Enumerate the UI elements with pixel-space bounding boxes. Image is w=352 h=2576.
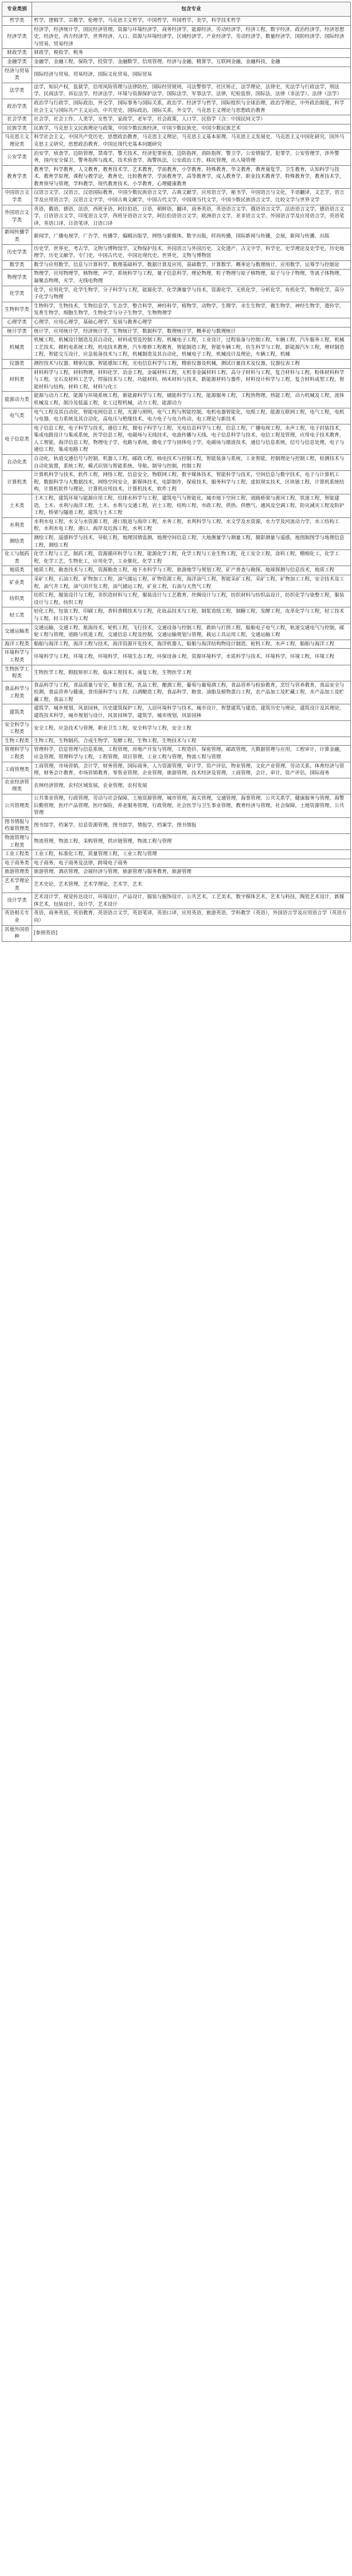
table-row bbox=[2, 165, 351, 189]
majors-cell: 图书馆学，档案学，信息资源管理，图书馆学，情报学，档案学，图书情报 bbox=[32, 817, 351, 833]
table-row bbox=[2, 228, 351, 244]
category-cell: 政治学类 bbox=[2, 99, 32, 115]
table-row bbox=[2, 575, 351, 591]
majors-cell: 国际经济与贸易，贸易经济，国际文化贸易，国际贸易 bbox=[32, 67, 351, 83]
category-cell: 公共管理类 bbox=[2, 794, 32, 818]
table-row bbox=[2, 817, 351, 833]
table-row bbox=[2, 778, 351, 794]
category-cell: 农业经济管理类 bbox=[2, 778, 32, 794]
majors-cell: 材料科学与工程，材料物理，材料化学，冶金工程，金属材料工程，无机非金属材料工程，高分子材料与工程，复合材料与工程，粉体材料科学与工程，宝石及材料工艺学，焊接技术与工程，功能材料，纳米材料与技术，新能源材料与器件，材料设计科学与工程，复合材料成型工程，智能材料与结构，材料工程，材料与化工 bbox=[32, 368, 351, 392]
table-row bbox=[2, 859, 351, 868]
majors-cell: 物理学，应用物理学，核物理，声学，系统科学与工程，量子信息科学，理论物理，粒子物理与原子核物理，原子与分子物理，等离子体物理，凝聚态物理，光学，无线电物理 bbox=[32, 270, 351, 286]
table-row bbox=[2, 746, 351, 762]
category-cell: 教育学类 bbox=[2, 165, 32, 189]
table-row bbox=[2, 99, 351, 115]
category-cell: 生物工程类 bbox=[2, 736, 32, 746]
category-cell: 食品科学与工程类 bbox=[2, 681, 32, 704]
category-cell: 设计学类 bbox=[2, 893, 32, 909]
category-cell: 机械类 bbox=[2, 336, 32, 360]
table-row bbox=[2, 327, 351, 336]
table-row bbox=[2, 833, 351, 849]
table-body bbox=[2, 17, 351, 942]
majors-cell: 工商管理，市场营销，会计学，财务管理，国际商务，人力资源管理，审计学，资产评估，物业管理，文化产业管理，劳动关系，体育经济与管理，财务会计教育，市场营销教育，零售业管理，企业管理，旅游管理，技术经济及管理，工商管理，会计，审计，资产评估，国际商务 bbox=[32, 762, 351, 778]
table-row bbox=[2, 244, 351, 260]
category-cell: 安全科学与工程类 bbox=[2, 720, 32, 736]
category-cell: 水利类 bbox=[2, 517, 32, 533]
majors-cell: 统计学，应用统计学，经济统计学，生物统计学，数据科学，数理统计学，概率论与数理统计 bbox=[32, 327, 351, 336]
table-row bbox=[2, 368, 351, 392]
majors-cell: 化学，应用化学，化学生物学，分子科学与工程，能源化学，化学测量学与技术，资源化学，无机化学，分析化学，有机化学，物理化学，高分子化学与物理 bbox=[32, 286, 351, 302]
table-row bbox=[2, 868, 351, 877]
majors-cell: 汉语言文学，汉语言，汉语国际教育，中国少数民族语言文学，古典文献学，应用语言学，秘书学，中国语言与文化，手语翻译，文艺学，语言学及应用语言学，汉语言文字学，中国古典文献学，中国古代文学，中国现当代文学，中国少数民族语言文学，比较文学与世界文学 bbox=[32, 189, 351, 205]
majors-cell: 英语，商务英语，英语教育，英语语言文学，英语笔译，英语口译，应用英语，旅游英语，学科教学（英语），外国语言学及应用语言学（英语方向） bbox=[32, 909, 351, 925]
category-cell: 材料类 bbox=[2, 368, 32, 392]
category-cell: 海洋工程类 bbox=[2, 640, 32, 649]
majors-cell: 计算机科学与技术，软件工程，网络工程，信息安全，物联网工程，数字媒体技术，智能科学与技术，空间信息与数字技术，电子与计算机工程，数据科学与大数据技术，网络空间安全，新媒体技术，电影制作，保密技术，服务科学与工程，虚拟现实技术，区块链工程，计算机系统结构，计算机软件与理论，计算机应用技术，计算机技术，软件工程 bbox=[32, 471, 351, 494]
category-cell: 能源动力类 bbox=[2, 392, 32, 408]
majors-cell: 电气工程及其自动化，智能电网信息工程，光源与照明，电气工程与智能控制，电机电器智能化，电缆工程，能源互联网工程，电气工程，电机与电器，电力系统及其自动化，高电压与绝缘技术，电力电子与电力传动，电工理论与新技术 bbox=[32, 408, 351, 424]
table-row bbox=[2, 534, 351, 550]
majors-cell: 采矿工程，石油工程，矿物加工工程，油气储运工程，矿物资源工程，海洋油气工程，智能采矿工程，采矿工程，矿物加工工程，安全技术及工程，油气井工程，油气田开发工程，油气储运工程，矿业工程，石油与天然气工程 bbox=[32, 575, 351, 591]
table-row bbox=[2, 494, 351, 518]
table-row bbox=[2, 336, 351, 360]
category-cell: 环境科学与工程类 bbox=[2, 649, 32, 665]
table-row bbox=[2, 189, 351, 205]
majors-cell: 哲学，逻辑学，宗教学，伦理学，马克思主义哲学，中国哲学，外国哲学，美学，科学技术哲学 bbox=[32, 17, 351, 26]
category-cell: 物理学类 bbox=[2, 270, 32, 286]
table-row bbox=[2, 302, 351, 318]
category-cell: 英语相关专业 bbox=[2, 909, 32, 925]
category-cell: 旅游管理类 bbox=[2, 868, 32, 877]
majors-cell: 公共事业管理，行政管理，劳动与社会保障，土地资源管理，城市管理，海关管理，交通管理，海事管理，公共关系学，健康服务与管理，海警后勤管理，医疗产品管理，医疗保险，养老服务管理，行政管理，社会医学与卫生事业管理，教育经济与管理，社会保障，土地资源管理，公共管理 bbox=[32, 794, 351, 818]
majors-cell: 科学社会主义，中国共产党历史，思想政治教育，马克思主义理论，马克思主义基本原理，马克思主义发展史，马克思主义中国化研究，国外马克思主义研究，思想政治教育，中国近现代史基本问题研究 bbox=[32, 133, 351, 149]
majors-cell: 社会学，社会工作，人类学，女性学，家政学，老年学，社会政策，人口学，民俗学（含：中国民间文学） bbox=[32, 115, 351, 124]
category-cell: 数学类 bbox=[2, 260, 32, 270]
category-cell: 马克思主义理论类 bbox=[2, 133, 32, 149]
majors-cell: 经济学，经济统计学，国民经济管理，资源与环境经济学，商务经济学，能源经济，劳动经济学，经济工程，数字经济，政治经济学，经济思想史，经济史，西方经济学，世界经济，人口、资源与环境经济学，区域经济学，产业经济学，劳动经济学，数量经济学，国防经济学，国际经济与贸易，贸易经济 bbox=[32, 25, 351, 49]
table-row bbox=[2, 762, 351, 778]
table-row bbox=[2, 270, 351, 286]
majors-cell: 电子信息工程，电子科学与技术，通信工程，微电子科学与工程，光电信息科学与工程，信息工程，广播电视工程，水声工程，电子封装技术，集成电路设计与集成系统，医学信息工程，电磁场与无线技术，电波传播与天线，电子信息科学与技术，电信工程及管理，应用电子技术教育，人工智能，海洋信息工程，物理电子学，电路与系统，微电子学与固体电子学，电磁场与微波技术，通信与信息系统，信号与信息处理，电子与通信工程，集成电路工程 bbox=[32, 424, 351, 454]
table-row bbox=[2, 925, 351, 941]
table-row bbox=[2, 893, 351, 909]
majors-cell: 安全工程，应急技术与管理，职业卫生工程，安全科学与工程，安全工程 bbox=[32, 720, 351, 736]
table-row bbox=[2, 736, 351, 746]
majors-cell: 生物工程，生物制药，合成生物学，发酵工程，生物工程，生物技术与工程 bbox=[32, 736, 351, 746]
category-cell: 土木类 bbox=[2, 494, 32, 518]
category-cell: 历史学类 bbox=[2, 244, 32, 260]
header-category: 专业类别 bbox=[2, 2, 32, 17]
category-cell: 公安学类 bbox=[2, 149, 32, 165]
table-row bbox=[2, 850, 351, 859]
majors-cell: 金融学，金融工程，保险学，投资学，金融数学，信用管理，经济与金融，精算学，互联网金融，金融科技，金融 bbox=[32, 57, 351, 67]
majors-cell: 化学工程与工艺，制药工程，资源循环科学与工程，能源化学工程，化学工程与工业生物工程，化工安全工程，涂料工程，精细化工，化学工程，化学工艺，生物化工，应用化学，工业催化，化学工程 bbox=[32, 550, 351, 566]
category-cell: 生物医学工程类 bbox=[2, 665, 32, 681]
majors-cell: 水利水电工程，水文与水资源工程，港口航道与海岸工程，水务工程，水利科学与工程，水文学及水资源，水力学及河流动力学，水工结构工程，水利水电工程，港口、海岸及近海工程，水利工程 bbox=[32, 517, 351, 533]
category-cell: 测绘类 bbox=[2, 534, 32, 550]
majors-cell: 生物医学工程，假肢矫形工程，临床工程技术，康复工程，生物医学工程 bbox=[32, 665, 351, 681]
table-row bbox=[2, 57, 351, 67]
category-cell: 金融学类 bbox=[2, 57, 32, 67]
category-cell: 计算机类 bbox=[2, 471, 32, 494]
majors-cell: 电子商务，电子商务及法律，跨境电子商务 bbox=[32, 859, 351, 868]
majors-cell: 艺术史论，艺术管理，艺术学理论，艺术学，艺术 bbox=[32, 876, 351, 893]
category-cell: 新闻传播学类 bbox=[2, 228, 32, 244]
table-header-row bbox=[2, 2, 351, 17]
category-cell: 外国语言文学类 bbox=[2, 205, 32, 228]
table-row bbox=[2, 665, 351, 681]
majors-cell: 新闻学，广播电视学，广告学，传播学，编辑出版学，网络与新媒体，数字出版，时尚传播，国际新闻与传播，会展，新闻与传播，出版 bbox=[32, 228, 351, 244]
majors-cell: 财政学，税收学，税务 bbox=[32, 49, 351, 58]
majors-cell: 治安学，侦查学，边防管理，禁毒学，警犬技术，经济犯罪侦查，边防指挥，消防指挥，警卫学，公安情报学，犯罪学，公安管理学，涉外警务，国内安全保卫，警务指挥与战术，技术侦查学，海警执法，公安政治工作，移民管理，出入境管理 bbox=[32, 149, 351, 165]
category-cell: 社会学类 bbox=[2, 115, 32, 124]
category-cell: 经济与贸易类 bbox=[2, 67, 32, 83]
majors-cell: 管理科学，信息管理与信息系统，工程管理，房地产开发与管理，工程造价，保密管理，邮政管理，大数据管理与应用，工程审计，计算金融，应急管理，管理科学与工程，工程管理，项目管理，工业工程与管理，物流工程与管理 bbox=[32, 746, 351, 762]
majors-cell: 轻化工程，包装工程，印刷工程，香料香精技术与工程，化妆品技术与工程，制浆造纸工程，制糖工程，发酵工程，皮革化学与工程，轻工技术与工程，轻工技术与工程 bbox=[32, 607, 351, 623]
majors-cell: 土木工程，建筑环境与能源应用工程，给排水科学与工程，建筑电气与智能化，城市地下空间工程，道路桥梁与渡河工程，铁道工程，智能建造，土木、水利与海洋工程，土木、水利与交通工程，岩土工程，结构工程，市政工程，供热、供燃气、通风及空调工程，防灾减灾工程及防护工程，桥梁与隧道工程，建筑与土木工程 bbox=[32, 494, 351, 518]
table-row bbox=[2, 471, 351, 494]
majors-cell: 工业工程，标准化工程，质量管理工程，工业工程与管理 bbox=[32, 850, 351, 859]
majors-cell: 机械工程，机械设计制造及其自动化，材料成型及控制工程，机械电子工程，工业设计，过程装备与控制工程，车辆工程，汽车服务工程，机械工艺技术，微机电系统工程，机电技术教育，汽车维修工程教育，智能制造工程，智能车辆工程，仿生科学与工程，新能源汽车工程，增材制造工程，智能交互设计，应急装备技术与工程，机械制造及其自动化，机械电子工程，机械设计及理论，车辆工程，机械 bbox=[32, 336, 351, 360]
table-row bbox=[2, 640, 351, 649]
table-row bbox=[2, 260, 351, 270]
category-cell: 纺织类 bbox=[2, 591, 32, 607]
table-row bbox=[2, 591, 351, 607]
category-cell: 统计学类 bbox=[2, 327, 32, 336]
category-cell: 物流管理与工程类 bbox=[2, 833, 32, 849]
category-cell: 法学类 bbox=[2, 83, 32, 99]
table-row bbox=[2, 909, 351, 925]
category-cell: 工业工程类 bbox=[2, 850, 32, 859]
majors-cell: 食品科学与工程，食品质量与安全，粮食工程，乳品工程，酿酒工程，葡萄与葡萄酒工程，食品营养与检验教育，烹饪与营养教育，食品安全与检测，食品营养与健康，食用菌科学与工程，白酒酿造工程，食品科学，粮食、油脂及植物蛋白工程，农产品加工及贮藏工程，水产品加工及贮藏工程，食品工程 bbox=[32, 681, 351, 704]
table-row bbox=[2, 392, 351, 408]
majors-cell: 法学，知识产权，监狱学，信用风险管理与法律防控，国际经贸规则，司法警察学，社区矫正，法学理论，法律史，宪法学与行政法学，刑法学，民商法学，诉讼法学，经济法学，环境与资源保护法学，国际法学，军事法学，法律，纪检监察，国际法，法律（非法学），法律（法学） bbox=[32, 83, 351, 99]
table-row bbox=[2, 318, 351, 327]
majors-cell: 物流管理，物流工程，采购管理，供应链管理，物流工程与管理 bbox=[32, 833, 351, 849]
category-cell: 电气类 bbox=[2, 408, 32, 424]
category-cell: 矿业类 bbox=[2, 575, 32, 591]
table-row bbox=[2, 550, 351, 566]
table-row bbox=[2, 17, 351, 26]
category-cell: 中国语言文学类 bbox=[2, 189, 32, 205]
table-row bbox=[2, 704, 351, 720]
category-cell: 地质类 bbox=[2, 566, 32, 575]
table-row bbox=[2, 133, 351, 149]
category-cell: 交通运输类 bbox=[2, 623, 32, 640]
major-category-table bbox=[2, 2, 351, 942]
category-cell: 管理科学与工程类 bbox=[2, 746, 32, 762]
category-cell: 图书情报与档案管理类 bbox=[2, 817, 32, 833]
category-cell: 财政学类 bbox=[2, 49, 32, 58]
majors-cell: 民族学，马克思主义民族理论与政策，中国少数民族经济，中国少数民族史，中国少数民族艺术 bbox=[32, 124, 351, 133]
majors-cell: 交通运输，交通工程，航海技术，轮机工程，飞行技术，交通设备与控制工程，救助与打捞工程，船舶电子电气工程，轨道交通电气与控制，邮轮工程与管理，道路与铁道工程，交通信息工程及控制，交通运输规划与管理，载运工具运用工程，交通运输工程 bbox=[32, 623, 351, 640]
majors-cell: 自动化，轨道交通信号与控制，机器人工程，邮政工程，核电技术与控制工程，智能装备与系统，工业智能，控制理论与控制工程，检测技术与自动化装置，系统工程，模式识别与智能系统，导航、制导与控制，控制工程 bbox=[32, 455, 351, 471]
majors-cell: 纺织工程，服装设计与工程，非织造材料与工程，服装设计与工艺教育，丝绸设计与工程，纺织材料与纺织品设计，纺织化学与染整工程，服装设计与工程，纺织工程 bbox=[32, 591, 351, 607]
majors-cell: 心理学，应用心理学，基础心理学，发展与教育心理学 bbox=[32, 318, 351, 327]
table-row bbox=[2, 623, 351, 640]
category-cell: 其他外国语种 bbox=[2, 925, 32, 941]
category-cell: 自动化类 bbox=[2, 455, 32, 471]
category-cell: 民族学类 bbox=[2, 124, 32, 133]
table-row bbox=[2, 25, 351, 49]
page bbox=[2, 2, 350, 942]
table-row bbox=[2, 876, 351, 893]
table-row bbox=[2, 455, 351, 471]
category-cell: 化学类 bbox=[2, 286, 32, 302]
table-row bbox=[2, 359, 351, 368]
table-row bbox=[2, 286, 351, 302]
table-row bbox=[2, 566, 351, 575]
majors-cell: 农林经济管理，农村区域发展，农业管理，农村发展 bbox=[32, 778, 351, 794]
table-row bbox=[2, 681, 351, 704]
table-row bbox=[2, 149, 351, 165]
category-cell: 轻工类 bbox=[2, 607, 32, 623]
table-row bbox=[2, 83, 351, 99]
category-cell: 电子信息类 bbox=[2, 424, 32, 454]
category-cell: 艺术学理论类 bbox=[2, 876, 32, 893]
majors-cell: 艺术设计学，视觉传达设计，环境设计，产品设计，服装与服饰设计，公共艺术，工艺美术，数字媒体艺术，艺术与科技，陶瓷艺术设计，新媒体艺术，包装设计，设计学，艺术设计 bbox=[32, 893, 351, 909]
category-cell: 建筑类 bbox=[2, 704, 32, 720]
majors-cell: 测控技术与仪器，精密仪器，智能感知工程，光电信息科学与工程，精密仪器及机械，测试计量技术及仪器，仪器仪表工程 bbox=[32, 359, 351, 368]
category-cell: 电子商务类 bbox=[2, 859, 32, 868]
category-cell: 化工与制药类 bbox=[2, 550, 32, 566]
category-cell: 哲学类 bbox=[2, 17, 32, 26]
category-cell: 经济学类 bbox=[2, 25, 32, 49]
category-cell: 心理学类 bbox=[2, 318, 32, 327]
majors-cell: 旅游管理，酒店管理，会展经济与管理，旅游管理与服务教育，旅游管理 bbox=[32, 868, 351, 877]
category-cell: 仪器类 bbox=[2, 359, 32, 368]
table-row bbox=[2, 720, 351, 736]
majors-cell: [参照英语] bbox=[32, 925, 351, 941]
majors-cell: 英语，俄语，德语，法语，西班牙语，阿拉伯语，日语，朝鲜语，翻译，商务英语，英语语言文学，俄语语言文学，法语语言文学，德语语言文学，日语语言文学，印度语言文学，西班牙语语言文学，阿拉伯语语言文学，欧洲语言文学，亚非语言文学，外国语言学及应用语言学，英语笔译，英语口译，日语笔译，日语口译 bbox=[32, 205, 351, 228]
table-row bbox=[2, 607, 351, 623]
table-row bbox=[2, 67, 351, 83]
majors-cell: 历史学，世界史，考古学，文物与博物馆学，文物保护技术，外国语言与外国历史，文化遗产，古文字学，科学史，史学理论及史学史，历史地理学，历史文献学，专门史，中国古代史，中国近现代史，世界史，文物与博物馆 bbox=[32, 244, 351, 260]
majors-cell: 环境科学与工程，环境工程，环境科学，环境生态工程，环保设备工程，资源环境科学，水质科学与技术，环境科学，环境工程，环境工程 bbox=[32, 649, 351, 665]
majors-cell: 数学与应用数学，信息与计算科学，数理基础科学，数据计算及应用，基础数学，计算数学，概率论与数理统计，应用数学，运筹学与控制论 bbox=[32, 260, 351, 270]
majors-cell: 教育学，科学教育，人文教育，教育技术学，艺术教育，学前教育，小学教育，特殊教育，华文教育，教育康复学，卫生教育，认知科学与技术，教育学原理，课程与教学论，教育史，比较教育学，学前教育学，高等教育学，成人教育学，职业技术教育学，特殊教育学，教育技术学，教育领导与管理，学科教学，现代教育技术，小学教育，心理健康教育 bbox=[32, 165, 351, 189]
table-row bbox=[2, 205, 351, 228]
table-row bbox=[2, 794, 351, 818]
table-row bbox=[2, 517, 351, 533]
header-majors: 包含专业 bbox=[32, 2, 351, 17]
majors-cell: 建筑学，城乡规划，风景园林，历史建筑保护工程，人居环境科学与技术，城市设计，智慧建筑与建造，建筑历史与理论，建筑设计及其理论，建筑技术科学，城市规划与设计，风景园林学，建筑学，城市规划，风景园林 bbox=[32, 704, 351, 720]
majors-cell: 测绘工程，遥感科学与技术，导航工程，地理国情监测，地理空间信息工程，大地测量学与测量工程，摄影测量与遥感，地图制图学与地理信息工程，测绘工程 bbox=[32, 534, 351, 550]
category-cell: 工商管理类 bbox=[2, 762, 32, 778]
table-row bbox=[2, 408, 351, 424]
majors-cell: 能源与动力工程，能源与环境系统工程，新能源科学与工程，储能科学与工程，能源服务工程，工程热物理，热能工程，动力机械及工程，流体机械及工程，制冷及低温工程，化工过程机械，动力工程，能源动力 bbox=[32, 392, 351, 408]
majors-cell: 政治学与行政学，国际政治，外交学，国际事务与国际关系，政治学、经济学与哲学，国际组织与全球治理，政治学理论，中外政治制度，科学社会主义与国际共产主义运动，中共党史，国际政治，国际关系，外交学，马克思主义理论与思想政治教育 bbox=[32, 99, 351, 115]
table-row bbox=[2, 115, 351, 124]
table-row bbox=[2, 124, 351, 133]
table-row bbox=[2, 424, 351, 454]
majors-cell: 船舶与海洋工程，海洋工程与技术，海洋资源开发技术，海洋机器人，船舶与海洋结构物设计制造，轮机工程，水声工程，船舶与海洋工程 bbox=[32, 640, 351, 649]
majors-cell: 生物科学，生物技术，生物信息学，生态学，整合科学，神经科学，植物学，动物学，生理学，水生生物学，微生物学，神经生物学，遗传学，发育生物学，细胞生物学，生物化学与分子生物学，生物物理学 bbox=[32, 302, 351, 318]
category-cell: 生物科学类 bbox=[2, 302, 32, 318]
majors-cell: 地质工程，勘查技术与工程，资源勘查工程，地下水科学与工程，旅游地学与规划工程，矿产普查与勘探，地球探测与信息技术，地质工程 bbox=[32, 566, 351, 575]
table-row bbox=[2, 649, 351, 665]
table-row bbox=[2, 49, 351, 58]
